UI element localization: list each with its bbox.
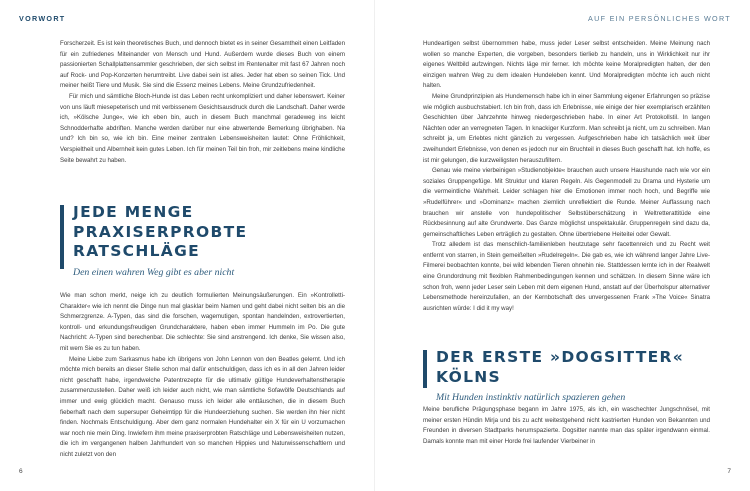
section-subheading: Mit Hunden instinktiv natürlich spazieren gehen bbox=[436, 392, 626, 403]
right-text-top bbox=[423, 39, 710, 314]
running-head-left: VORWORT bbox=[19, 14, 66, 23]
right-page bbox=[375, 0, 750, 491]
paragraph: Hundeartigen selbst übernommen habe, muss jeder Leser selbst entscheiden. Meine Meinung nach wollen so manche Experten, die vorgeben, besonders tierlieb zu handeln, uns in Wirklichkeit nur ihr eigenes Weltbild aufzwingen. Nichts läge mir ferner. Ich möchte keine Moralpredigten halten, der den einzigen wahren Weg zu dem idealen Hundeleben kennt. Und Moralpredigten möchte ich auch nicht halten. bbox=[423, 40, 710, 90]
paragraph: Meine Grundprinzipien als Hundemensch habe ich in einer Sammlung eigener Erfahrungen so präzise wie möglich ausbuchstabiert. Ich bin froh, dass ich Erlebnisse, wie einige der hier exemplarisch erzählten Geschichten über Jahrzehnte hinweg niedergeschrieben habe. In einer Art Protokollstil. In langen Nächten oder an verregneten Tagen. In knackiger Kurzform. Man schreibt ja nicht, um zu schreiben. Man schreibt ja, um Erlebtes nicht gänzlich zu vergessen. Aufgeschrieben habe ich tatsächlich weit über zweihundert Erlebnisse, von denen es jedoch nur ein Bruchteil in dieses Buch geschafft hat. Ich hoffe, es ist mir gelungen, die kurzweiligsten herauszufiltern. bbox=[423, 92, 710, 164]
left-text-top bbox=[60, 39, 345, 166]
paragraph: Meine berufliche Prägungsphase begann im Jahre 1975, als ich, ein waschechter Jungschnösel, mit meiner ersten Hündin Mirja und bis zu acht weitestgehend nicht kastrierten Hunden von Bekannten und Freunden in diversen Stadtparks herumspazierte. Dogsitter nannte man das später irgendwann einmal. Damals konnte man mit einer Horde frei laufender Vierbeiner in bbox=[423, 406, 710, 445]
section-heading: JEDE MENGE PRAXISERPROBTE RATSCHLÄGE bbox=[73, 203, 248, 260]
section-subheading: Den einen wahren Weg gibt es aber nicht bbox=[73, 266, 235, 278]
page-number-right: 7 bbox=[727, 468, 731, 475]
section-heading-block bbox=[423, 348, 713, 403]
paragraph: Trotz alledem ist das menschlich-familienleben heutzutage sehr facettenreich und zu Recht weit entfernt von starren, in Stein gemeißelten »Rudelregeln«. Die gab es, wie ich während langer Jahre Live-Filmerei beobachten konnte, bei wild lebenden Tieren ohnehin nie. Stattdessen lernte ich in der Realwelt eine Grundordnung mit flexiblen Rahmenbedingungen kennen und schätzen. In diesem Sinne wäre ich schon froh, wenn jeder Leser sein Leben mit dem eigenen Hund, anstatt auf der Überholspur alternativer Lebensmethode hereinzufallen, an der Kernbotschaft des unvergessenen Frank »The Voice« Sinatra ausrichten würde: I did it my way! bbox=[423, 241, 710, 312]
running-head-right: AUF EIN PERSÖNLICHES WORT bbox=[588, 14, 731, 23]
right-text-bottom bbox=[423, 405, 710, 447]
section-heading-block bbox=[60, 203, 345, 278]
paragraph: Meine Liebe zum Sarkasmus habe ich übrigens von John Lennon von den Beatles gelernt. Und ich möchte mich bereits an dieser Stelle schon mal dafür entschuldigen, dass ich es in all den Jahren leider nicht geschafft habe, irgendwelche Patentrezepte für die ultimativ gültige Hundeverhaltenstherapie zusammenzustellen. Daher weiß ich leider auch nicht, wie man sämtliche Sofawölfe Deutschlands auf immer und ewig glücklich macht. Genauso muss ich leider alle enttäuschen, die in diesem Buch fieberhaft nach dem supersuper Geheimtipp für die Hundeerziehung suchen. Sie werden ihn hier nicht finden. Nochmals Entschuldigung. Aber dem ganz normalen Hundehalter ein X für ein U vorzumachen war noch nie mein Ding. Inwiefern ihm meine praxiserprobten Ratschläge und Lebensweisheiten nutzen, die ich im vergangenen halben Jahrhundert von so manchen Hippies und Naturwissenschaftlern und nicht zuletzt von den bbox=[60, 355, 345, 458]
heading-accent-bar bbox=[423, 350, 427, 388]
section-heading: DER ERSTE »DOGSITTER« KÖLNS bbox=[436, 348, 685, 386]
paragraph: Genau wie meine vierbeinigen »Studienobjekte« brauchen auch unsere Haushunde nach wie vor ein soziales Gruppengefüge. Mit Struktur und klaren Regeln. Als Gegenmodell zu Drama und Hysterie um die vermeintliche Wahrheit. Leider schlagen hier die Emotionen immer noch hoch, und Begriffe wie »Rudelführer« und »Dominanz« machen ziemlich unreflektiert die Runde. Meiner Auffassung nach brauchen wir anstelle von hundepolitischer Selbstüberschätzung in Weltretterattitüde eine Rückbesinnung auf alte Grundwerte. Das Ganze möglichst unspektakulär. Gruppenregeln sind dazu da, gemeinschaftliches Leben erträglich zu gestalten. Ohne übertriebene Heiteitei oder Gewalt. bbox=[423, 167, 710, 238]
left-text-bottom bbox=[60, 291, 345, 461]
page-number-left: 6 bbox=[19, 468, 23, 475]
paragraph: Wie man schon merkt, neige ich zu deutlich formulierten Meinungsäußerungen. Ein »Kontrolletti-Charakter« wie ich nennt die Dinge nun mal glasklar beim Namen und geht dabei nicht selten bis an die Schmerzgrenze. A-Typen, das sind die forschen, wagemutigen, spontan handelnden, extrovertierten, kontroll- und erkundungsfreudigen Grundcharaktere, haben eben immer Hummeln im Po. Die gute Nachricht: A-Typen sind berechenbar. Die schlechte: Sie sind anstrengend. Ich denke, Sie wissen also, mit wem Sie es zu tun haben. bbox=[60, 292, 345, 352]
paragraph: Forscherzeit. Es ist kein theoretisches Buch, und dennoch bietet es in seiner Gesamtheit einen Leitfaden für ein zufriedenes Miteinander von Mensch und Hund. Außerdem wurde dieses Buch von einem passionierten Schallplattensammler geschrieben, der sich selbst im Rentenalter mit fast 67 Jahren noch auf Rock- und Pop-Konzerten herumtreibt. Live dabei sein ist alles. Jeder hat eben so seinen Tick. Und meiner heißt Tiere und Musik. Sie sind die Essenz meines Lebens. Meine Grundzufriedenheit. bbox=[60, 40, 345, 90]
paragraph: Für mich und sämtliche Bloch-Hunde ist das Leben recht unkompliziert und daher lebenswert. Keiner von uns läuft miesepeterisch und mit verbissenem Gesichtsausdruck durch die Landschaft. Daher werde ich, »Kölsche Junge«, wie ich eben bin, auch in diesem Buch manchmal geradeweg ins leicht Schnodderhafte abdriften. Manche werden darüber nur eine abwertende Bemerkung übrighaben. Na und? Ich bin so, wie ich bin. Eine meiner zentralen Lebensweisheiten lautet: Ohne Fröhlichkeit, Verspieltheit und Albernheit kein gutes Leben. Ich für meinen Teil bin froh, mir zeitlebens meine kindliche Seite bewahrt zu haben. bbox=[60, 92, 345, 164]
heading-accent-bar bbox=[60, 205, 64, 269]
